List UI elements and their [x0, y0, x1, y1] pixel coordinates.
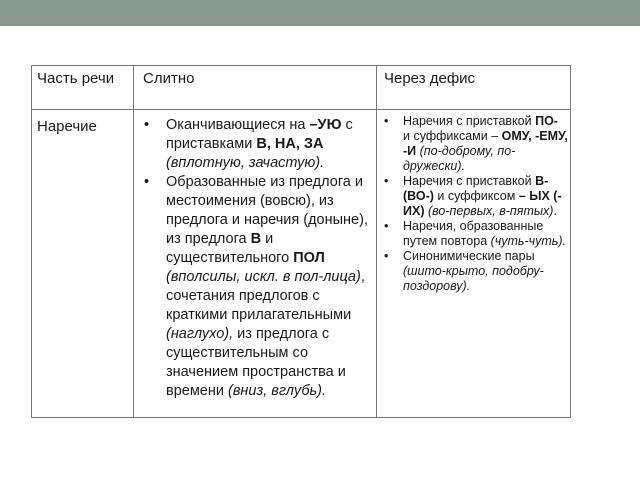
- hyphen-rule-3: • Наречия, образованные путем повтора (чуть-чуть).: [403, 219, 568, 249]
- table-border-bottom: [31, 417, 571, 418]
- table-border-top: [31, 65, 571, 66]
- together-rules-cell: [166, 116, 372, 401]
- hyphen-rules-cell: [403, 114, 568, 294]
- hyphen-rule-4: • Синонимические пары (шито-крыто, подобру-поздорову).: [403, 249, 568, 294]
- header-hyphen: [384, 70, 564, 88]
- header-hyphen-text: Через дефис: [384, 70, 476, 87]
- header-together-text: Слитно: [143, 70, 195, 87]
- hyphen-rules-list: [403, 114, 568, 294]
- together-rule-1: • Оканчивающиеся на –УЮ с приставками В, НА, ЗА (вплотную, зачастую).: [166, 116, 372, 173]
- together-rules-list: [166, 116, 372, 401]
- table-border-col1: [133, 65, 134, 418]
- hyphen-rule-1: • Наречия с приставкой ПО- и суффиксами – ОМУ, -ЕМУ, -И (по-доброму, по-дружески).: [403, 114, 568, 174]
- table-border-right: [570, 65, 571, 418]
- row-label-adverb: [37, 118, 127, 136]
- row-label-text: Наречие: [37, 118, 97, 135]
- together-rule-2: • Образованные из предлога и местоимения (вовсю), из предлога и наречия (доныне), из предлога В и существительного ПОЛ (вполсилы, искл. в пол-лица), сочетания предлогов с краткими прилагательными (наглухо), из предлога с существительным со значением пространства и времени (вниз, вглубь).: [166, 173, 372, 401]
- header-together: [143, 70, 363, 88]
- header-part-of-speech-text: Часть речи: [37, 70, 115, 87]
- table-border-col2: [376, 65, 377, 418]
- hyphen-rule-2: • Наречия с приставкой В- (ВО-) и суффиксом – ЫХ (-ИХ) (во-первых, в-пятых).: [403, 174, 568, 219]
- table-border-left: [31, 65, 32, 418]
- table-header-divider: [31, 109, 571, 110]
- header-part-of-speech: [37, 70, 127, 88]
